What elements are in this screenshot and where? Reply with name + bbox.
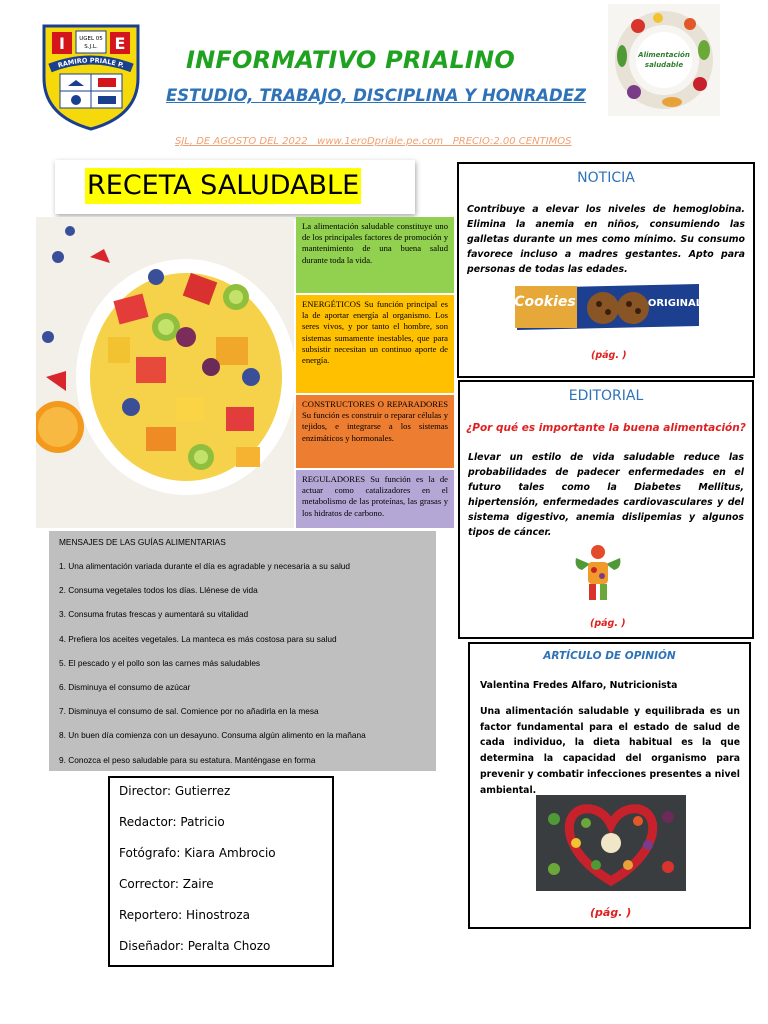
mensajes-panel [49,531,436,771]
staff-box [108,776,334,967]
mensaje-item: 5. El pescado y el pollo son las carnes más saludables [59,657,261,668]
staff-fotografo: Fotógrafo: Kiara Ambrocio [119,846,276,860]
info-box-reguladores: REGULADORES Su función es la de actuar como catalizadores en el metabolismo de las proteínas, las grasas y los hidratos de carbono. [296,470,454,528]
staff-disenador: Diseñador: Peralta Chozo [119,939,271,953]
healthy-food-image [608,4,720,116]
mensaje-item: 6. Disminuya el consumo de azúcar [59,681,191,692]
dateline: SJL, DE AGOSTO DEL 2022 www.1eroDpriale.pe.com PRECIO:2.00 CENTIMOS [175,136,572,147]
logo-ribbon-text: RAMIRO PRIALE P. [56,56,126,70]
staff-redactor: Redactor: Patricio [119,815,225,829]
mensaje-item: 3. Consuma frutas frescas y aumentará su vitalidad [59,609,249,620]
school-logo [36,16,146,132]
articulo-page-ref: (pág. ) [590,906,632,919]
editorial-page-ref: (pág. ) [590,618,626,629]
info-box-constructores: CONSTRUCTORES O REPARADORES Su función es construir o reparar células y tejidos, e integrarse a los sistemas enzimáticos y hormonales. [296,395,454,468]
mensaje-item: 2. Consuma vegetales todos los días. Llénese de vida [59,585,258,596]
newspaper-motto: ESTUDIO, TRABAJO, DISCIPLINA Y HONRADEZ [166,86,586,105]
heart-vegetables-image [536,795,686,891]
mensaje-item: 1. Una alimentación variada durante el día es agradable y necesaria a su salud [59,561,351,571]
cookies-pack-image [513,282,703,332]
receta-title: RECETA SALUDABLE [85,168,361,204]
logo-letter-right: E [114,34,126,53]
receta-title-box [55,160,415,214]
noticia-heading: NOTICIA [577,170,635,186]
info-box-green: La alimentación saludable constituye uno de los principales factores de promoción y mantenimiento de una buena salud durante toda la vida. [296,217,454,293]
cookies-label-text: ORIGINAL [647,298,703,309]
articulo-box [468,642,751,929]
logo-letter-left: I [59,34,65,53]
logo-ugel-line1: UGEL 05 [79,36,103,42]
mensajes-title: MENSAJES DE LAS GUÍAS ALIMENTARIAS [59,537,226,547]
articulo-text: Una alimentación saludable y equilibrada es un factor fundamental para el estado de salud de cada individuo, la dieta habitual es la que determina la capacidad del organismo para prevenir y combatir infecciones presentes a nivel ambiental. [480,706,740,796]
noticia-page-ref: (pág. ) [591,350,627,361]
noticia-box [457,162,755,378]
mensaje-item: 7. Disminuya el consumo de sal. Comience por no añadirla en la mesa [59,706,319,717]
fitness-figure-image [568,542,628,604]
newspaper-title: INFORMATIVO PRIALINO [186,46,515,74]
staff-director: Director: Gutierrez [119,784,231,798]
mensaje-item: 4. Prefiera los aceites vegetales. La manteca es más costosa para su salud [59,633,337,644]
info-box-energeticos: ENERGÉTICOS Su función principal es la de aportar energía al organismo. Los seres vivos, y por tanto el hombre, son sistemas sumamente inestables, que para subsistir necesitan un continuo aporte de energía. [296,295,454,393]
articulo-heading: ARTÍCULO DE OPINIÓN [543,650,676,662]
mensaje-item: 9. Conozca el peso saludable para su estatura. Manténgase en forma [59,754,316,765]
noticia-text: Contribuye a elevar los niveles de hemoglobina. Elimina la anemia en niños, consumiendo las galletas durante un mes como mínimo. Su consumo favorece incluso a madres gestantes. Apto para personas de todas las edades. [467,204,745,275]
staff-corrector: Corrector: Zaire [119,877,214,891]
logo-ugel-line2: S.J.L. [84,44,98,50]
editorial-box [458,380,754,639]
svg-text:saludable: saludable [644,61,684,69]
editorial-heading: EDITORIAL [568,388,644,404]
articulo-author: Valentina Fredes Alfaro, Nutricionista [480,680,678,691]
editorial-question: ¿Por qué es importante la buena alimentación? [466,422,746,434]
fruit-bowl-image [36,217,294,528]
staff-reportero: Reportero: Hinostroza [119,908,250,922]
mensaje-item: 8. Un buen día comienza con un desayuno. Consuma algún alimento en la mañana [59,730,366,741]
editorial-text: Llevar un estilo de vida saludable reduce las probabilidades de padecer enfermedades en el futuro tales como la Diabetes Mellitus, hipertensión, enfermedades cardiovasculares y del sistema digestivo, anemia dislipemias y algunos tipos de cáncer. [468,452,744,538]
svg-text:Alimentación: Alimentación [638,51,690,59]
cookies-brand-text: Cookies [514,294,576,310]
